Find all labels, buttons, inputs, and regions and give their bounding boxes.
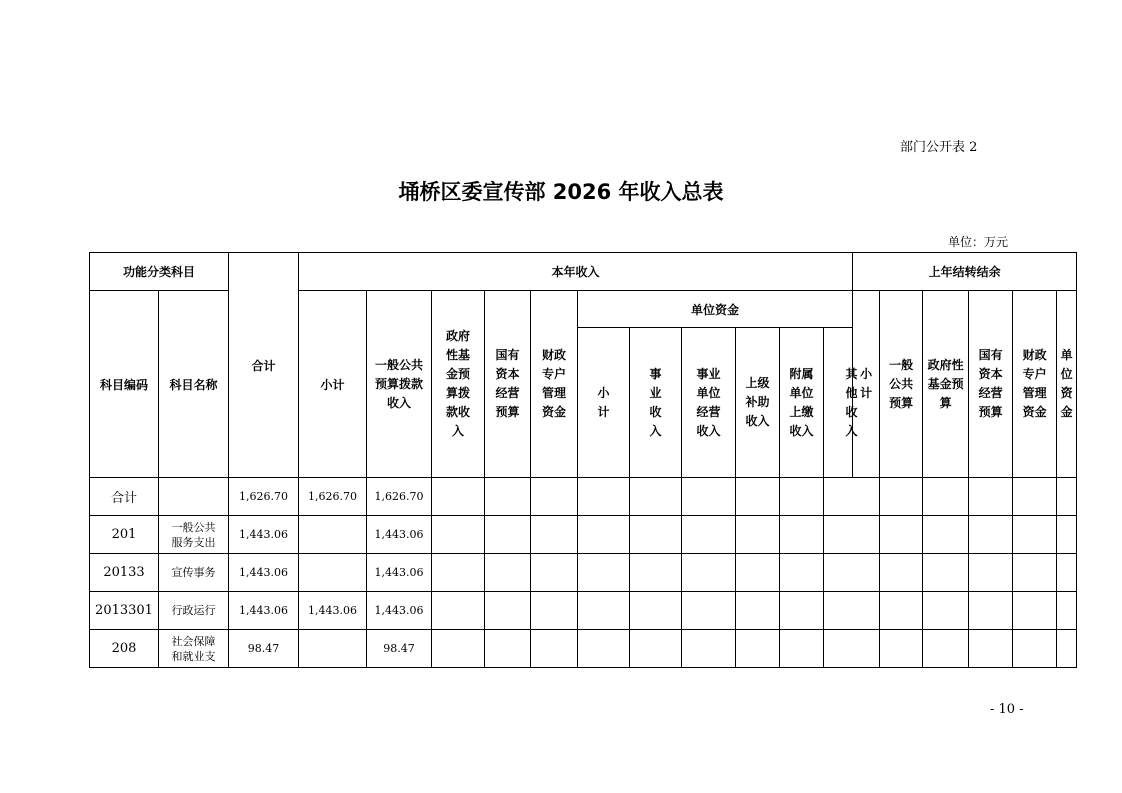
- row-subtotal: [299, 554, 367, 592]
- table-row: [90, 554, 1077, 592]
- header-fiscal-special: [531, 291, 578, 478]
- table-row: [90, 516, 1077, 554]
- row-name: [159, 478, 229, 516]
- header-carryover-fiscal-special: [1013, 291, 1057, 478]
- row-general-budget: 1,443.06: [367, 554, 432, 592]
- form-label: 部门公开表 2: [900, 140, 978, 155]
- header-gov-fund-text: 政府性基金预算拨款收入: [446, 329, 471, 438]
- header-superior-subsidy: [736, 328, 780, 478]
- header-current-year-income: 本年收入: [299, 253, 853, 291]
- header-business-unit-operating-text: 事业单位经营收入: [696, 366, 721, 438]
- row-code: 2013301: [90, 592, 159, 630]
- income-summary-table: [89, 252, 1077, 668]
- header-unit-subtotal: [578, 328, 630, 478]
- page-title: 埇桥区委宣传部 2026 年收入总表: [398, 180, 724, 204]
- row-general-budget: 1,443.06: [367, 592, 432, 630]
- header-code: 科目编码: [90, 291, 159, 478]
- row-subtotal: [299, 516, 367, 554]
- header-affiliated-remit-text: 附属单位上缴收入: [789, 366, 814, 438]
- header-affiliated-remit: [780, 328, 824, 478]
- row-code: 208: [90, 630, 159, 668]
- unit-label: 单位：万元: [948, 235, 1009, 249]
- row-total: 1,443.06: [229, 516, 299, 554]
- header-carryover-state-capital: [969, 291, 1013, 478]
- table-row: [90, 630, 1077, 668]
- header-business-income-text: 事业收入: [649, 366, 662, 438]
- row-general-budget: 1,626.70: [367, 478, 432, 516]
- header-unit-funds: 单位资金: [578, 291, 853, 328]
- row-code: 201: [90, 516, 159, 554]
- row-code: 合计: [90, 478, 159, 516]
- header-carryover-subtotal-text: 小计: [860, 367, 873, 400]
- row-subtotal: 1,626.70: [299, 478, 367, 516]
- row-name-text: 一般公共服务支出: [171, 520, 216, 549]
- header-carryover-fiscal-special-text: 财政专户管理资金: [1022, 348, 1047, 419]
- row-total: 1,443.06: [229, 554, 299, 592]
- header-carryover-general-budget-text: 一般公共预算: [889, 357, 914, 410]
- row-subtotal: 1,443.06: [299, 592, 367, 630]
- row-name: [159, 516, 229, 554]
- row-general-budget: 98.47: [367, 630, 432, 668]
- header-carryover-unit-funds: [1057, 291, 1077, 478]
- header-functional-classification: 功能分类科目: [90, 253, 229, 291]
- header-carryover-gov-fund-text: 政府性基金预算: [927, 357, 964, 410]
- header-prior-year-carryover: 上年结转结余: [853, 253, 1077, 291]
- table-row: [90, 478, 1077, 516]
- row-total: 1,626.70: [229, 478, 299, 516]
- header-carryover-unit-funds-text: 单位资金: [1060, 348, 1073, 419]
- row-general-budget: 1,443.06: [367, 516, 432, 554]
- header-general-budget: [367, 291, 432, 478]
- header-total: 合计: [229, 253, 299, 478]
- page-number: - 10 -: [990, 702, 1024, 717]
- header-general-budget-text: 一般公共预算拨款收入: [375, 357, 424, 410]
- row-name-text: 社会保障和就业支: [171, 634, 216, 663]
- header-business-income: [630, 328, 682, 478]
- row-name: [159, 630, 229, 668]
- header-carryover-gov-fund: [923, 291, 969, 478]
- header-carryover-general-budget: [880, 291, 923, 478]
- header-other-income-text: 其他收入: [845, 366, 858, 438]
- table-row: [90, 592, 1077, 630]
- header-business-unit-operating: [682, 328, 736, 478]
- row-total: 1,443.06: [229, 592, 299, 630]
- row-code: 20133: [90, 554, 159, 592]
- header-unit-subtotal-text: 小计: [597, 385, 610, 419]
- header-superior-subsidy-text: 上级补助收入: [745, 376, 770, 428]
- header-name: 科目名称: [159, 291, 229, 478]
- header-subtotal: 小计: [299, 291, 367, 478]
- row-name: 行政运行: [159, 592, 229, 630]
- header-carryover-state-capital-text: 国有资本经营预算: [978, 348, 1003, 419]
- row-total: 98.47: [229, 630, 299, 668]
- header-gov-fund: [432, 291, 485, 478]
- row-subtotal: [299, 630, 367, 668]
- header-fiscal-special-text: 财政专户管理资金: [542, 348, 567, 419]
- row-name: 宣传事务: [159, 554, 229, 592]
- header-state-capital: [485, 291, 531, 478]
- header-state-capital-text: 国有资本经营预算: [495, 348, 520, 419]
